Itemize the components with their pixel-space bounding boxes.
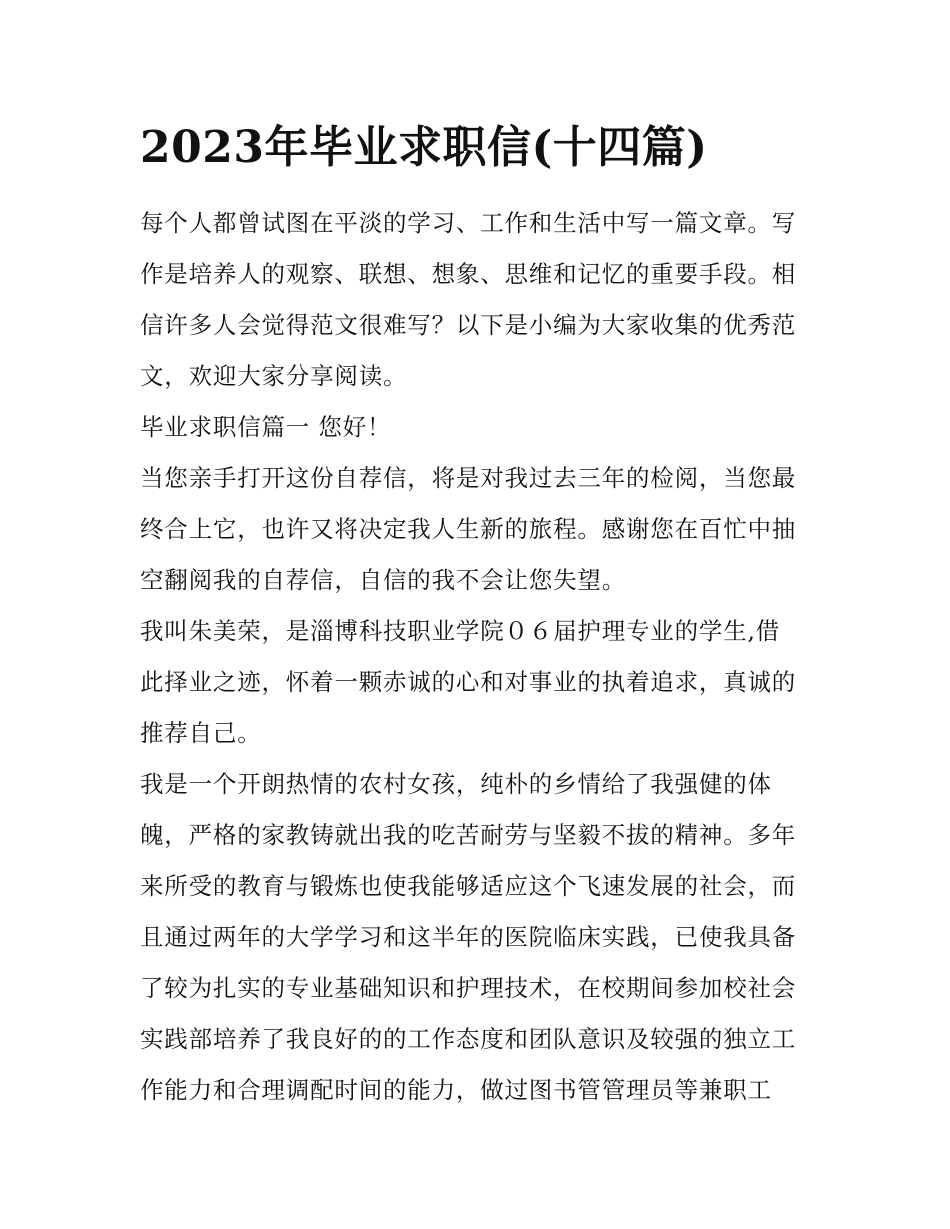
text-line: 来所受的教育与锻炼也使我能够适应这个飞速发展的社会，而 xyxy=(140,872,797,900)
text-line: 毕业求职信篇一 您好！ xyxy=(140,413,392,441)
document-title: 2023年毕业求职信(十四篇) xyxy=(140,122,708,173)
text-line: 作是培养人的观察、联想、想象、思维和记忆的重要手段。相 xyxy=(140,260,797,288)
text-line: 我叫朱美荣，是淄博科技职业学院０６届护理专业的学生,借 xyxy=(140,617,781,645)
letter-paragraph-2 xyxy=(140,606,815,759)
text-line: 实践部培养了我良好的的工作态度和团队意识及较强的独立工 xyxy=(140,1025,797,1053)
text-line: 信许多人会觉得范文很难写？以下是小编为大家收集的优秀范 xyxy=(140,311,797,339)
text-line: 推荐自己。 xyxy=(140,719,262,747)
text-line: 终合上它，也许又将决定我人生新的旅程。感谢您在百忙中抽 xyxy=(140,515,797,543)
text-line: 此择业之迹，怀着一颗赤诚的心和对事业的执着追求，真诚的 xyxy=(140,668,797,696)
text-line: 文，欢迎大家分享阅读。 xyxy=(140,362,408,390)
document-body xyxy=(140,198,815,1116)
text-line: 了较为扎实的专业基础知识和护理技术，在校期间参加校社会 xyxy=(140,974,797,1002)
text-line: 空翻阅我的自荐信，自信的我不会让您失望。 xyxy=(140,566,626,594)
text-line: 我是一个开朗热情的农村女孩，纯朴的乡情给了我强健的体 xyxy=(140,770,772,798)
text-line: 且通过两年的大学学习和这半年的医院临床实践，已使我具备 xyxy=(140,923,797,951)
text-line: 作能力和合理调配时间的能力，做过图书管管理员等兼职工 xyxy=(140,1076,772,1104)
letter-paragraph-3 xyxy=(140,759,815,1116)
text-line: 每个人都曾试图在平淡的学习、工作和生活中写一篇文章。写 xyxy=(140,209,797,237)
intro-paragraph xyxy=(140,198,815,402)
section-heading-paragraph xyxy=(140,402,815,453)
letter-paragraph-1 xyxy=(140,453,815,606)
text-line: 当您亲手打开这份自荐信，将是对我过去三年的检阅，当您最 xyxy=(140,464,797,492)
text-line: 魄，严格的家教铸就出我的吃苦耐劳与坚毅不拔的精神。多年 xyxy=(140,821,797,849)
